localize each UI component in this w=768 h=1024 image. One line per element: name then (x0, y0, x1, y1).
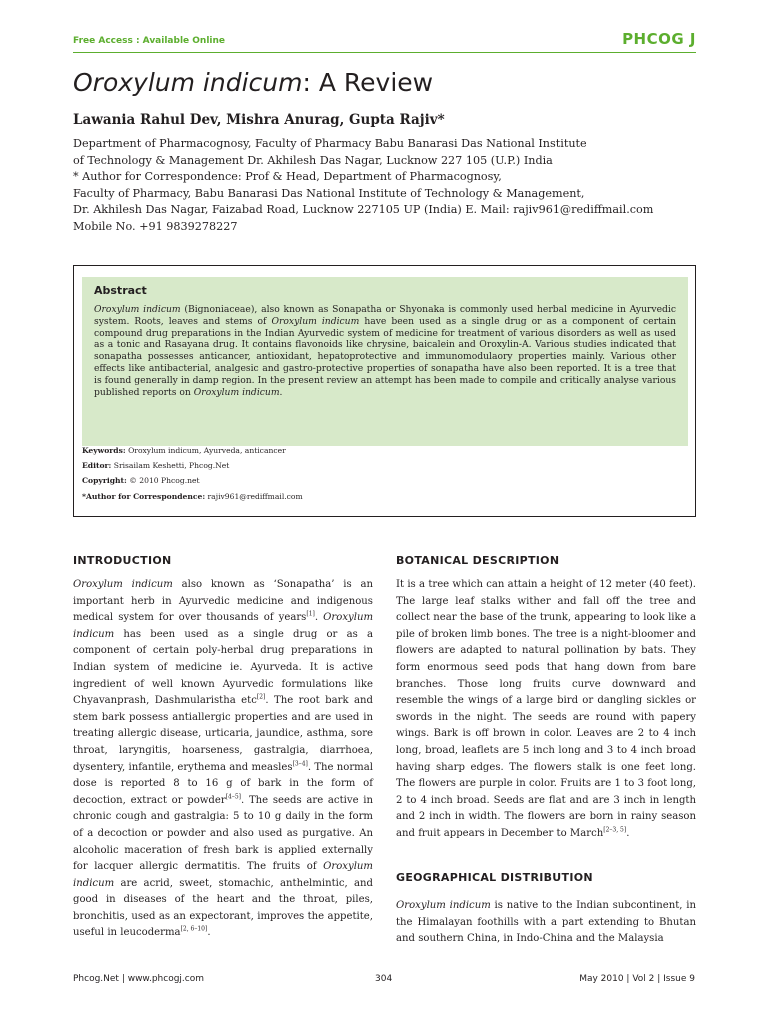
geo-heading: GEOGRAPHICAL DISTRIBUTION (396, 871, 593, 884)
access-label: Free Access : Available Online (73, 36, 226, 46)
intro-body (73, 577, 373, 942)
citation: [2] (256, 693, 266, 701)
copyright-label: Copyright: (82, 476, 127, 485)
geo-body (396, 898, 696, 948)
footer-issue: May 2010 | Vol 2 | Issue 9 (579, 974, 695, 984)
citation: [3–4] (292, 760, 308, 768)
body-text: . The seeds are active in chronic cough and gastralgia: 5 to 10 g daily in the form of a decoction or powder and also used as purgative. An alcoholic maceration of fresh bark is applied externally for lacquer allergic dermatitis. The fruits of (73, 794, 373, 873)
body-text: also known as ‘Sonapatha’ is an important herb in Ayurvedic medicine and indigenous medical system for over thousands of years (73, 579, 373, 624)
editor-value: Srisailam Keshetti, Phcog.Net (111, 461, 230, 470)
citation: [2–3, 5] (603, 826, 627, 834)
body-text: is native to the Indian subcontinent, in the Himalayan foothills with a part extending to Bhutan and southern China, in Indo-China and the Malaysia (396, 900, 696, 945)
intro-heading: INTRODUCTION (73, 554, 172, 567)
abstract-text-part: . (279, 386, 283, 398)
abstract-box (73, 265, 696, 517)
correspondence (82, 492, 303, 501)
body-text: . (314, 612, 324, 624)
affiliation-line: * Author for Correspondence: Prof & Head, Department of Pharmacognosy, (73, 170, 502, 183)
title-rest: : A Review (302, 68, 434, 97)
species-name: Oroxylum indicum (73, 579, 173, 590)
citation: [2, 6–10] (180, 926, 208, 934)
affiliation-line: Faculty of Pharmacy, Babu Banarasi Das National Institute of Technology & Management, (73, 186, 585, 200)
body-text: It is a tree which can attain a height of 12 meter (40 feet). The large leaf stalks wither and fall off the tree and collect near the base of the trunk, appearing to look like a pile of broken limb bones. The tree is a night-bloomer and flowers are adapted to natural pollination by bats. They form enormous seed pods that hang down from bare branches. Those long fruits curve downward and resemble the wings of a large bird or dangling sickles or swords in the night. The seeds are round with papery wings. Bark is off brown in color. Leaves are 2 to 4 inch long, broad, leaflets are 5 inch long and 3 to 4 inch broad having sharp edges. The flowers stalk is one feet long. The flowers are purple in color. Fruits are 1 to 3 foot long, 2 to 4 inch broad. Seeds are flat and are 3 inch in length and 2 inch in width. The flowers are born in rainy season and fruit appears in December to March (396, 579, 696, 839)
authors: Lawania Rahul Dev, Mishra Anurag, Gupta Rajiv* (73, 112, 445, 128)
affiliation-line: Dr. Akhilesh Das Nagar, Faizabad Road, Lucknow 227105 UP (India) E. Mail: rajiv961@rediffmail.com (73, 203, 654, 216)
editor (82, 461, 229, 470)
footer-site: Phcog.Net | www.phcogj.com (73, 974, 204, 984)
species-name: Oroxylum indicum (396, 900, 491, 911)
page-number: 304 (375, 974, 393, 984)
species-name: Oroxylum indicum (94, 304, 181, 315)
editor-label: Editor: (82, 461, 112, 470)
species-name: Oroxylum indicum (73, 861, 373, 889)
abstract-text-part: (Bignoniaceae), also known as Sonapatha or Shyonaka is commonly used herbal medicine in Ayurvedic system. Roots, leaves and stems of (94, 304, 676, 327)
affiliation-line: Mobile No. +91 9839278227 (73, 219, 238, 233)
correspondence-label: *Author for Correspondence: (82, 492, 206, 501)
journal-name: PHCOG J (622, 30, 696, 48)
botanical-body (396, 577, 696, 843)
copyright-value: © 2010 Phcog.net (126, 476, 200, 485)
abstract-text-part: have been used as a single drug or as a component of certain compound drug preparations in the Indian Ayurvedic system of medicine for treatment of various disorders as well as used as a tonic and Rasayana drug. It contains flavonoids like chrysine, baicalein and Oroxylin-A. Various studies indicated that sonapatha possesses anticancer, antioxidant, hepatoprotective and immunomodulaory properties mainly. Various other effects like antibacterial, analgesic and gastro-protective properties of sonapatha have also been reported. It is a tree that is found generally in damp region. In the present review an attempt has been made to compile and critically analyse various published reports on (94, 315, 676, 398)
body-text: . The root bark and stem bark possess antiallergic properties and are used in treating allergic disease, urticaria, jaundice, asthma, sore throat, laryngitis, hoarseness, gastralgia, diarrhoea, dysentery, infantile, erythema and measles (73, 695, 373, 773)
citation: [4–5] (225, 793, 242, 801)
body-text: . (207, 927, 211, 939)
citation: [1] (306, 610, 315, 618)
body-text: . (626, 827, 630, 839)
affiliation-line: Department of Pharmacognosy, Faculty of Pharmacy Babu Banarasi Das National Institute (73, 137, 587, 150)
body-text: . The normal dose is reported 8 to 16 g of bark in the form of decoction, extract or powder (73, 761, 373, 806)
keywords (82, 446, 286, 455)
correspondence-email: rajiv961@rediffmail.com (205, 492, 303, 501)
body-text: has been used as a single drug or as a component of certain poly-herbal drug preparations in Indian system of medicine ie. Ayurveda. It is active ingredient of well known Ayurvedic formulations like Chyavanprash, Dashmularistha etc (73, 628, 373, 707)
botanical-heading: BOTANICAL DESCRIPTION (396, 554, 560, 567)
header-rule (73, 52, 696, 53)
abstract-panel (82, 277, 688, 446)
species-name: Oroxylum indicum (271, 315, 360, 327)
article-title (73, 68, 433, 97)
affiliation-line: of Technology & Management Dr. Akhilesh Das Nagar, Lucknow 227 105 (U.P.) India (73, 153, 553, 167)
species-name: Oroxylum indicum (73, 612, 374, 640)
copyright (82, 476, 200, 485)
body-text: are acrid, sweet, stomachic, anthelmintic, and good in diseases of the heart and the throat, piles, bronchitis, used as an expectorant, improves the appetite, useful in leucoderma (73, 877, 373, 939)
keywords-label: Keywords: (82, 446, 126, 455)
abstract-heading: Abstract (94, 284, 147, 297)
species-name: Oroxylum indicum (193, 386, 280, 398)
abstract-text (94, 304, 676, 398)
title-genus: Oroxylum indicum (73, 68, 303, 97)
affiliation (73, 136, 713, 235)
keywords-value: Oroxylum indicum, Ayurveda, anticancer (125, 446, 286, 455)
